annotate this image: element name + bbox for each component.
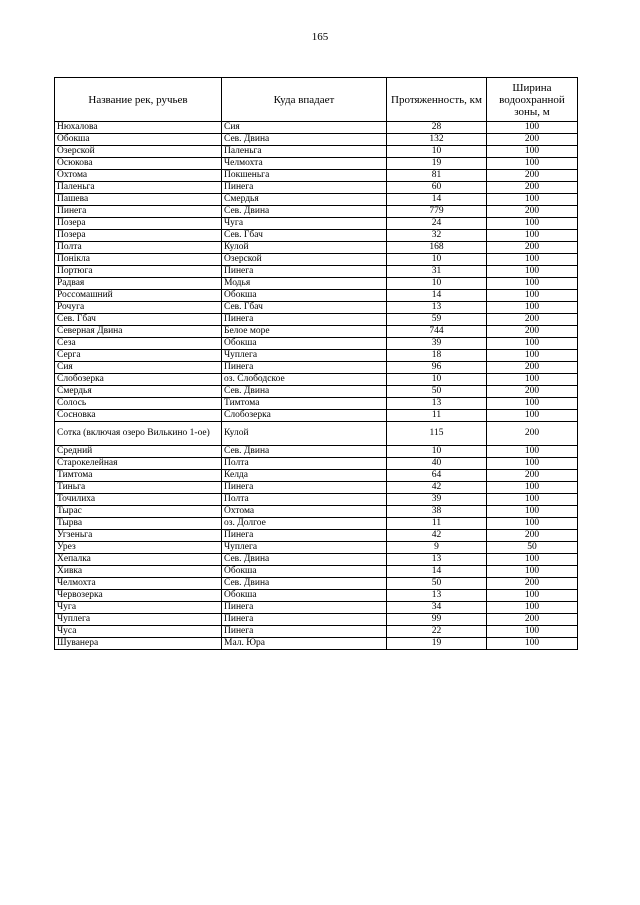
zone-width-cell: 200 (487, 530, 578, 542)
outflow-cell: Модья (222, 278, 387, 290)
outflow-cell: Мал. Юра (222, 638, 387, 650)
river-name-cell: Средний (55, 446, 222, 458)
table-row (55, 482, 578, 494)
zone-width-cell: 100 (487, 494, 578, 506)
table-row (55, 290, 578, 302)
table-row (55, 350, 578, 362)
zone-width-cell: 200 (487, 170, 578, 182)
table-header-row (55, 78, 578, 122)
length-cell: 24 (387, 218, 487, 230)
zone-width-cell: 200 (487, 326, 578, 338)
outflow-cell: оз. Слободское (222, 374, 387, 386)
river-name-cell: Червозерка (55, 590, 222, 602)
outflow-cell: Обокша (222, 566, 387, 578)
river-name-cell: Чуплега (55, 614, 222, 626)
zone-width-cell: 100 (487, 506, 578, 518)
header-river-name: Название рек, ручьев (55, 78, 222, 122)
zone-width-cell: 100 (487, 278, 578, 290)
table-row (55, 470, 578, 482)
river-name-cell: Тимтома (55, 470, 222, 482)
length-cell: 10 (387, 278, 487, 290)
river-name-cell: Смердья (55, 386, 222, 398)
river-name-cell: Охтома (55, 170, 222, 182)
table-row (55, 422, 578, 446)
river-name-cell: Озерской (55, 146, 222, 158)
table-row (55, 146, 578, 158)
table-row (55, 566, 578, 578)
table-row (55, 458, 578, 470)
length-cell: 39 (387, 338, 487, 350)
table-row (55, 158, 578, 170)
length-cell: 11 (387, 410, 487, 422)
outflow-cell: Слобозерка (222, 410, 387, 422)
zone-width-cell: 100 (487, 230, 578, 242)
length-cell: 22 (387, 626, 487, 638)
zone-width-cell: 100 (487, 626, 578, 638)
zone-width-cell: 100 (487, 410, 578, 422)
table-row (55, 170, 578, 182)
river-name-cell: Сосновка (55, 410, 222, 422)
river-name-cell: Полта (55, 242, 222, 254)
river-name-cell: Пашева (55, 194, 222, 206)
table-row (55, 314, 578, 326)
length-cell: 10 (387, 146, 487, 158)
table-row (55, 338, 578, 350)
table-row (55, 206, 578, 218)
zone-width-cell: 200 (487, 386, 578, 398)
outflow-cell: Пинега (222, 530, 387, 542)
river-name-cell: Радвая (55, 278, 222, 290)
table-row (55, 398, 578, 410)
zone-width-cell: 100 (487, 590, 578, 602)
zone-width-cell: 50 (487, 542, 578, 554)
outflow-cell: Пинега (222, 602, 387, 614)
zone-width-cell: 100 (487, 254, 578, 266)
length-cell: 96 (387, 362, 487, 374)
length-cell: 14 (387, 194, 487, 206)
zone-width-cell: 100 (487, 518, 578, 530)
river-name-cell: Портюга (55, 266, 222, 278)
table-row (55, 590, 578, 602)
length-cell: 50 (387, 578, 487, 590)
outflow-cell: Обокша (222, 290, 387, 302)
outflow-cell: Обокша (222, 338, 387, 350)
river-name-cell: Понікла (55, 254, 222, 266)
table-row (55, 326, 578, 338)
page-number: 165 (311, 31, 329, 43)
river-name-cell: Серга (55, 350, 222, 362)
zone-width-cell: 100 (487, 302, 578, 314)
table-row (55, 518, 578, 530)
river-name-cell: Сия (55, 362, 222, 374)
length-cell: 64 (387, 470, 487, 482)
length-cell: 10 (387, 254, 487, 266)
length-cell: 42 (387, 482, 487, 494)
length-cell: 31 (387, 266, 487, 278)
river-name-cell: Старокелейная (55, 458, 222, 470)
header-length: Протяженность, км (387, 78, 487, 122)
length-cell: 34 (387, 602, 487, 614)
zone-width-cell: 200 (487, 134, 578, 146)
outflow-cell: оз. Долгое (222, 518, 387, 530)
zone-width-cell: 100 (487, 554, 578, 566)
table-row (55, 602, 578, 614)
table-row (55, 386, 578, 398)
table-row (55, 266, 578, 278)
outflow-cell: Пинега (222, 482, 387, 494)
outflow-cell: Челмохта (222, 158, 387, 170)
river-name-cell: Тиньга (55, 482, 222, 494)
outflow-cell: Сев. Двина (222, 386, 387, 398)
zone-width-cell: 100 (487, 638, 578, 650)
outflow-cell: Сев. Гбач (222, 230, 387, 242)
river-name-cell: Слобозерка (55, 374, 222, 386)
table-row (55, 134, 578, 146)
zone-width-cell: 100 (487, 374, 578, 386)
river-name-cell: Тырва (55, 518, 222, 530)
outflow-cell: Чуплега (222, 350, 387, 362)
river-name-cell: Сотка (включая озеро Вилькино 1-ое) (55, 422, 222, 446)
river-name-cell: Осюкова (55, 158, 222, 170)
river-name-cell: Нюхалова (55, 122, 222, 134)
length-cell: 59 (387, 314, 487, 326)
length-cell: 779 (387, 206, 487, 218)
length-cell: 744 (387, 326, 487, 338)
outflow-cell: Тимтома (222, 398, 387, 410)
river-name-cell: Угзеньга (55, 530, 222, 542)
outflow-cell: Озерской (222, 254, 387, 266)
outflow-cell: Сев. Гбач (222, 302, 387, 314)
table-row (55, 230, 578, 242)
river-name-cell: Позера (55, 218, 222, 230)
table-row (55, 218, 578, 230)
river-name-cell: Позера (55, 230, 222, 242)
outflow-cell: Полта (222, 458, 387, 470)
outflow-cell: Паленьга (222, 146, 387, 158)
length-cell: 13 (387, 302, 487, 314)
river-name-cell: Солось (55, 398, 222, 410)
length-cell: 10 (387, 374, 487, 386)
table-row (55, 362, 578, 374)
table-row (55, 374, 578, 386)
outflow-cell: Чуга (222, 218, 387, 230)
table-row (55, 410, 578, 422)
length-cell: 13 (387, 398, 487, 410)
zone-width-cell: 100 (487, 602, 578, 614)
river-name-cell: Россомашний (55, 290, 222, 302)
length-cell: 32 (387, 230, 487, 242)
river-name-cell: Северная Двина (55, 326, 222, 338)
table-row (55, 242, 578, 254)
river-name-cell: Пинега (55, 206, 222, 218)
river-name-cell: Хивка (55, 566, 222, 578)
length-cell: 39 (387, 494, 487, 506)
outflow-cell: Покшеньга (222, 170, 387, 182)
length-cell: 99 (387, 614, 487, 626)
table-row (55, 446, 578, 458)
river-name-cell: Урез (55, 542, 222, 554)
outflow-cell: Смердья (222, 194, 387, 206)
zone-width-cell: 100 (487, 482, 578, 494)
zone-width-cell: 200 (487, 470, 578, 482)
table-row (55, 542, 578, 554)
outflow-cell: Сев. Двина (222, 578, 387, 590)
length-cell: 38 (387, 506, 487, 518)
river-name-cell: Тырас (55, 506, 222, 518)
outflow-cell: Кулой (222, 242, 387, 254)
length-cell: 13 (387, 554, 487, 566)
length-cell: 50 (387, 386, 487, 398)
zone-width-cell: 100 (487, 266, 578, 278)
zone-width-cell: 200 (487, 242, 578, 254)
outflow-cell: Сев. Двина (222, 446, 387, 458)
zone-width-cell: 100 (487, 146, 578, 158)
zone-width-cell: 100 (487, 122, 578, 134)
length-cell: 14 (387, 566, 487, 578)
river-name-cell: Рочуга (55, 302, 222, 314)
zone-width-cell: 200 (487, 614, 578, 626)
outflow-cell: Сев. Двина (222, 206, 387, 218)
table-row (55, 626, 578, 638)
length-cell: 132 (387, 134, 487, 146)
table-row (55, 578, 578, 590)
length-cell: 11 (387, 518, 487, 530)
zone-width-cell: 100 (487, 398, 578, 410)
outflow-cell: Пинега (222, 362, 387, 374)
outflow-cell: Кулой (222, 422, 387, 446)
table-body (55, 122, 578, 650)
river-name-cell: Челмохта (55, 578, 222, 590)
length-cell: 13 (387, 590, 487, 602)
outflow-cell: Пинега (222, 182, 387, 194)
outflow-cell: Сев. Двина (222, 554, 387, 566)
table-row (55, 302, 578, 314)
length-cell: 19 (387, 638, 487, 650)
zone-width-cell: 200 (487, 362, 578, 374)
river-name-cell: Шуванера (55, 638, 222, 650)
length-cell: 40 (387, 458, 487, 470)
table-row (55, 506, 578, 518)
length-cell: 19 (387, 158, 487, 170)
outflow-cell: Пинега (222, 314, 387, 326)
rivers-table (54, 77, 578, 650)
length-cell: 81 (387, 170, 487, 182)
table-row (55, 254, 578, 266)
header-outflow: Куда впадает (222, 78, 387, 122)
length-cell: 9 (387, 542, 487, 554)
header-zone-width: Ширина водоохранной зоны, м (487, 78, 578, 122)
outflow-cell: Белое море (222, 326, 387, 338)
outflow-cell: Обокша (222, 590, 387, 602)
length-cell: 115 (387, 422, 487, 446)
outflow-cell: Келда (222, 470, 387, 482)
table-row (55, 614, 578, 626)
zone-width-cell: 100 (487, 338, 578, 350)
outflow-cell: Сия (222, 122, 387, 134)
table-row (55, 638, 578, 650)
length-cell: 42 (387, 530, 487, 542)
zone-width-cell: 200 (487, 182, 578, 194)
table-row (55, 494, 578, 506)
table-row (55, 530, 578, 542)
table-row (55, 194, 578, 206)
zone-width-cell: 200 (487, 422, 578, 446)
river-name-cell: Паленьга (55, 182, 222, 194)
river-name-cell: Сев. Гбач (55, 314, 222, 326)
length-cell: 18 (387, 350, 487, 362)
zone-width-cell: 200 (487, 314, 578, 326)
river-name-cell: Чуса (55, 626, 222, 638)
river-name-cell: Хепалка (55, 554, 222, 566)
zone-width-cell: 100 (487, 458, 578, 470)
zone-width-cell: 100 (487, 566, 578, 578)
table-row (55, 278, 578, 290)
zone-width-cell: 200 (487, 206, 578, 218)
river-name-cell: Чуга (55, 602, 222, 614)
river-name-cell: Точилиха (55, 494, 222, 506)
zone-width-cell: 100 (487, 194, 578, 206)
outflow-cell: Полта (222, 494, 387, 506)
length-cell: 10 (387, 446, 487, 458)
river-name-cell: Обокша (55, 134, 222, 146)
outflow-cell: Пинега (222, 266, 387, 278)
zone-width-cell: 100 (487, 290, 578, 302)
length-cell: 168 (387, 242, 487, 254)
zone-width-cell: 200 (487, 578, 578, 590)
zone-width-cell: 100 (487, 446, 578, 458)
zone-width-cell: 100 (487, 350, 578, 362)
length-cell: 14 (387, 290, 487, 302)
zone-width-cell: 100 (487, 158, 578, 170)
table-row (55, 554, 578, 566)
outflow-cell: Охтома (222, 506, 387, 518)
length-cell: 60 (387, 182, 487, 194)
zone-width-cell: 100 (487, 218, 578, 230)
outflow-cell: Чуплега (222, 542, 387, 554)
outflow-cell: Пинега (222, 614, 387, 626)
table-row (55, 182, 578, 194)
table-row (55, 122, 578, 134)
length-cell: 28 (387, 122, 487, 134)
outflow-cell: Пинега (222, 626, 387, 638)
outflow-cell: Сев. Двина (222, 134, 387, 146)
river-name-cell: Сеза (55, 338, 222, 350)
